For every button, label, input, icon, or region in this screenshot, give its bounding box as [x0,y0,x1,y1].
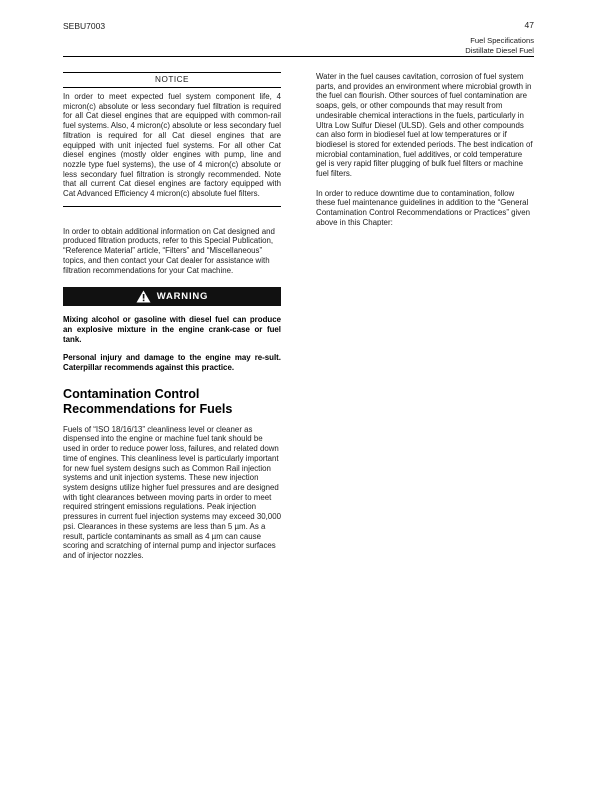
page-header [63,20,534,56]
header-right [465,20,534,56]
right-column [316,72,534,571]
left-column [63,72,281,571]
notice-box [63,72,281,207]
paragraph-cleanliness: Fuels of “ISO 18/16/13” cleanliness level or cleaner as dispensed into the engine or machine fuel tank should be used in order to reduce power loss, failures, and related down time of engines. This cleanliness level is particularly important for new fuel system designs such as Common Rail injection systems and unit injection systems. These new injection system designs utilize higher fuel pressures and are designed with tight clearances between moving parts in order to meet required stringent emissions regulations. Peak injection pressures in current fuel injection systems may exceed 30,000 psi. Clearances in these systems are less than 5 µm. As a result, particle contaminants as small as 4 µm can cause scoring and scratching of internal pump and injector surfaces and of injector nozzles. [63,424,281,560]
warning-paragraph-2: Personal injury and damage to the engine may re-sult. Caterpillar recommends against this practice. [63,353,281,373]
notice-body: In order to meet expected fuel system component life, 4 micron(c) absolute or less secondary fuel filtration is required for all Cat diesel engines that are equipped with common-rail fuel systems. Also, 4 micron(c) absolute or less secondary fuel filtration is required for all Cat diesel engines that are equipped with unit injected fuel systems. For all other Cat diesel engines (mostly older engines with pump, line and nozzle type fuel systems), the use of 4 micron(c) absolute or less secondary fuel filtration is strongly recommended. Note that all current Cat diesel engines are factory equipped with Cat Advanced Efficiency 4 micron(c) absolute fuel filters. [63,92,281,199]
section-heading-contamination-control: Contamination Control Recommendations for Fuels [63,386,233,416]
warning-banner [63,287,281,306]
warning-paragraph-1: Mixing alcohol or gasoline with diesel fuel can produce an explosive mixture in the engine crank-case or fuel tank. [63,315,281,344]
warning-label: WARNING [156,291,209,303]
paragraph-water-contamination: Water in the fuel causes cavitation, corrosion of fuel system parts, and provides an environment where microbial growth in the fuel can flourish. Other sources of fuel contamination are soaps, gels, or other compounds that may result from undesirable chemical interactions in the fuels, particularly in Ultra Low Sulfur Diesel (ULSD). Gels and other compounds can also form in biodiesel fuel at low temperatures or if biodiesel is stored for extended periods. The best indication of microbial contamination, fuel additives, or cold temperature gel is very rapid filter plugging of bulk fuel filters or machine fuel filters. [316,72,533,179]
doc-code: SEBU7003 [63,21,106,31]
paragraph-filtration-info: In order to obtain additional information on Cat designed and produced filtration products, refer to this Special Publication, “Reference Material” article, “Filters” and “Miscellaneous” topics, and then contact your Cat dealer for assistance with filtration recommendations for your Cat machine. [63,226,275,275]
notice-title: NOTICE [63,73,281,88]
page-number: 47 [524,20,534,30]
header-divider [63,56,534,57]
paragraph-reduce-downtime: In order to reduce downtime due to contamination, follow these fuel maintenance guidelines in addition to the “General Contamination Control Recommendations or Practices” given above in this Chapter: [316,188,531,227]
warning-triangle-icon [136,290,151,303]
section-title: Fuel Specifications [470,36,534,45]
subsection-title: Distillate Diesel Fuel [465,46,534,55]
two-column-body [63,72,534,571]
